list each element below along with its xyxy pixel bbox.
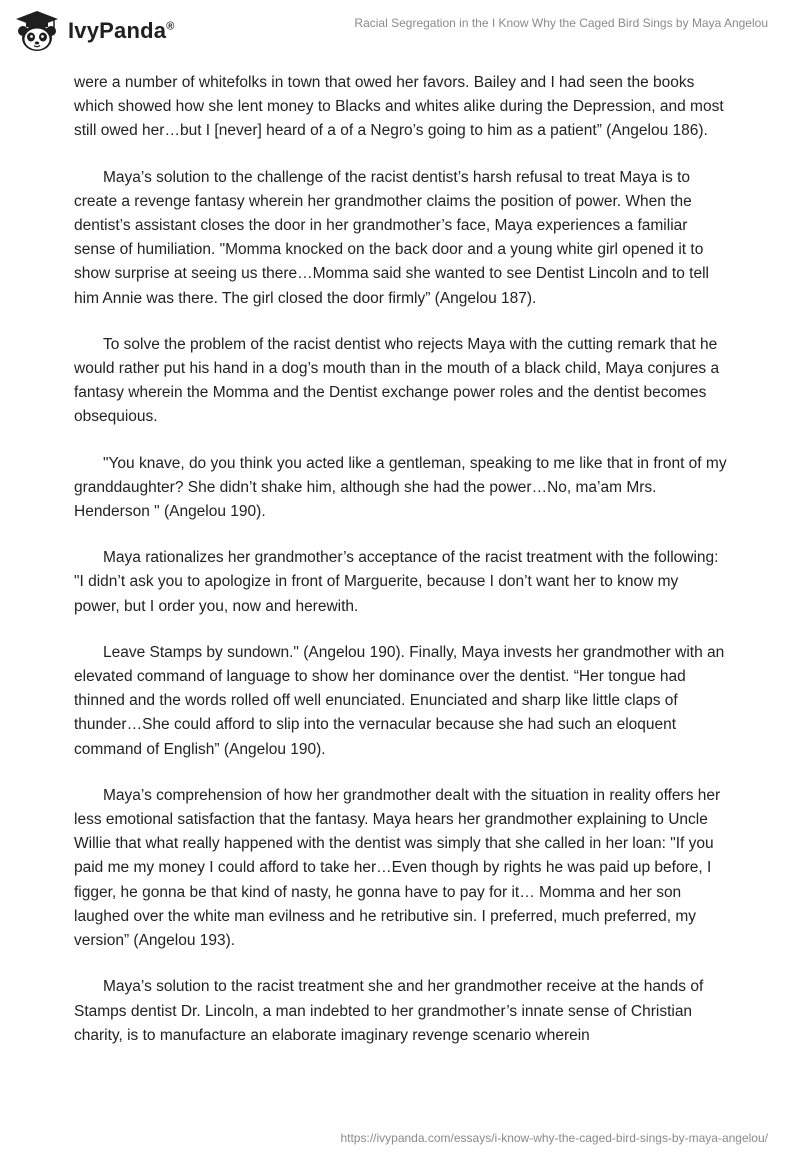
paragraph: To solve the problem of the racist dentist who rejects Maya with the cutting remark that he would rather put his hand in a dog’s mouth than in the mouth of a black child, Maya conjures a fantasy wherein the Momma and the Dentist exchange power roles and the dentist becomes obsequious. <box>74 335 720 426</box>
paragraph: Maya’s comprehension of how her grandmother dealt with the situation in reality offers her less emotional satisfaction that the fantasy. Maya hears her grandmother explaining to Uncle Willie that what really happened with the dentist was simply that she called in her loan: "If you paid me my money I could afford to take her…Even though by rights he was paid up before, I figger, he gonna be that kind of nasty, he gonna have to pay for it… Momma and her son laughed over the white man evilness and he retributive sin. I preferred, much preferred, my version” (Angelou 193). <box>74 786 721 950</box>
paragraph: Leave Stamps by sundown." (Angelou 190). Finally, Maya invests her grandmother with an elevated command of language to show her dominance over the dentist. “Her tongue had thinned and the words rolled off well enunciated. Enunciated and sharp like little claps of thunder…She could afford to slip into the vernacular because she had such an eloquent command of English” (Angelou 190). <box>74 643 725 758</box>
brand-name <box>68 18 175 44</box>
paragraph: Maya’s solution to the racist treatment she and her grandmother receive at the hands of Stamps dentist Dr. Lincoln, a man indebted to her grandmother’s innate sense of Christian charity, is to manufacture an elaborate imaginary revenge scenario wherein <box>74 978 704 1044</box>
paragraph: "You knave, do you think you acted like a gentleman, speaking to me like that in front of my granddaughter? She didn’t shake him, although she had the power…No, ma’am Mrs. Henderson " (Angelou 190). <box>74 454 727 521</box>
brand-text: IvyPanda <box>68 18 167 43</box>
paragraph: Maya’s solution to the challenge of the racist dentist’s harsh refusal to treat Maya is to create a revenge fantasy wherein her grandmother claims the position of power. When the dentist’s assistant closes the door in her grandmother’s face, Maya experiences a familiar sense of humiliation. "Momma knocked on the back door and a young white girl opened it to show surprise at seeing us there…Momma said she wanted to see Dentist Lincoln and to tell him Annie was there. The girl closed the door firmly” (Angelou 187). <box>74 168 709 307</box>
document-title: Racial Segregation in the I Know Why the Caged Bird Sings by Maya Angelou <box>354 16 768 30</box>
registered-mark: ® <box>166 20 175 33</box>
page-header <box>0 0 800 64</box>
ivypanda-logo[interactable] <box>14 10 175 52</box>
essay-body <box>74 71 728 1070</box>
paragraph: Maya rationalizes her grandmother’s acceptance of the racist treatment with the following: "I didn’t ask you to apologize in front of Marguerite, because I don’t want her to know my power, but I order you, now and herewith. <box>74 549 719 615</box>
panda-graduate-icon <box>14 10 60 52</box>
source-url-link[interactable]: https://ivypanda.com/essays/i-know-why-the-caged-bird-sings-by-maya-angelou/ <box>340 1131 768 1145</box>
paragraph: were a number of whitefolks in town that owed her favors. Bailey and I had seen the books which showed how she lent money to Blacks and whites alike during the Depression, and most still owed her…but I [never] heard of a of a Negro’s going to him as a patient” (Angelou 186). <box>74 74 724 140</box>
